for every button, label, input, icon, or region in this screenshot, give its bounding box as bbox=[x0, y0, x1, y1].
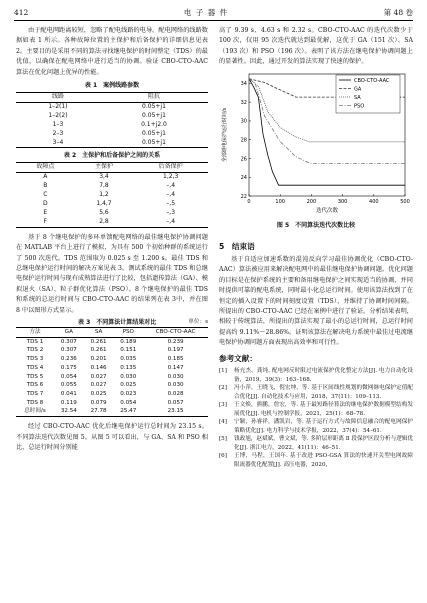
table3-header: CBO-CTO-AAC bbox=[155, 329, 196, 336]
table2-header: 主保护 bbox=[94, 163, 113, 171]
table-cell: 1,2,3 bbox=[163, 173, 179, 181]
table-cell: 0.079 bbox=[90, 399, 107, 406]
table3-header: GA bbox=[64, 329, 73, 336]
table3-header: PSO bbox=[122, 329, 134, 336]
table-cell: 1–2(1) bbox=[48, 102, 68, 110]
table-cell: –,5 bbox=[166, 200, 176, 208]
table3-unit: 单位：s bbox=[188, 319, 208, 326]
table-row bbox=[16, 121, 208, 130]
y-axis-label: 全部继电保护运行时间/s bbox=[222, 107, 228, 162]
left-column bbox=[16, 26, 208, 453]
table-cell: 0.028 bbox=[167, 390, 184, 397]
table-row bbox=[16, 355, 208, 364]
table-cell: 0.030 bbox=[167, 373, 184, 380]
table1 bbox=[16, 92, 208, 148]
table3-header: 方法 bbox=[29, 329, 41, 336]
table-cell: C bbox=[43, 191, 48, 199]
table-cell: TDS 3 bbox=[26, 356, 44, 363]
table-row bbox=[16, 102, 208, 111]
y-tick-label: 30 bbox=[240, 118, 247, 125]
section5-title: 5 结束语 bbox=[219, 241, 255, 251]
table-cell: 0.041 bbox=[60, 390, 77, 397]
section5-paragraph: 基于自适应加速系数的混沌反向学习最佳协调优化（CBO-CTO-AAC）算法被应用来解决配电网中的最佳继电保护协调问题。优化问题的目标是在保护系统的主要和备用继电保护之间实现适当的协调，并同时提供可靠的配电系统，同时最小化总运行时间。使用该算法找到了在恒定的插入设置下的时间刻度设置（TDS），并维持了协调时间间隔。所提出的 CBO-CTO-AAC 已经在案例中进行了验证。分析结果表明，相较于传统算法，所提出的算法实现了最小的总运行时间，总运行时间提高约 9.11%～28.86%。证明该算法在解决电力系统中最佳过电流继电保护协调问题方面表现出高效率和可行性。 bbox=[219, 256, 413, 347]
table-row bbox=[16, 381, 208, 390]
reference-number: [3] bbox=[219, 402, 227, 409]
volume-label: 第 48 卷 bbox=[383, 7, 413, 17]
references-title: 参考文献： bbox=[219, 353, 257, 363]
table-cell: 0.175 bbox=[60, 364, 77, 371]
iteration-chart bbox=[219, 68, 413, 218]
table-cell: 0.035 bbox=[120, 356, 137, 363]
table-cell: 0.119 bbox=[60, 399, 77, 406]
table-row bbox=[16, 209, 208, 218]
reference-text: 宁颖，孙睿祥，潘凯岩，等. 基于运行方式与故障信息融合的配电网保护策略优化[J]. 电力科学与技术学报，2022，37(4)：54–61. bbox=[234, 419, 413, 434]
table-cell: 1–3 bbox=[52, 120, 64, 128]
table-cell: E bbox=[43, 209, 48, 216]
table2-header: 故障点 bbox=[36, 163, 55, 171]
table-cell: 0.05+j1 bbox=[142, 138, 166, 146]
table-cell: 0.201 bbox=[90, 356, 107, 363]
table-row bbox=[16, 390, 208, 399]
table-cell: F bbox=[43, 217, 48, 225]
legend-label: PSO bbox=[354, 102, 365, 109]
table-cell: 0.05+j1 bbox=[142, 111, 166, 119]
table-cell: 0.025 bbox=[90, 390, 107, 397]
table-cell: 0.239 bbox=[167, 338, 184, 345]
table-cell: 1–2(2) bbox=[48, 111, 68, 119]
table-row bbox=[16, 373, 208, 382]
table-cell: 3,4 bbox=[99, 173, 109, 181]
table-cell: 0.307 bbox=[60, 347, 77, 354]
table-cell: 1,4,7 bbox=[96, 200, 112, 208]
table-row bbox=[16, 182, 208, 191]
table-cell: D bbox=[43, 200, 48, 208]
reference-number: [1] bbox=[219, 368, 227, 375]
table-row bbox=[16, 399, 208, 408]
page-number: 412 bbox=[14, 7, 29, 17]
table-cell: 0.236 bbox=[60, 356, 77, 363]
y-tick-label: 22 bbox=[240, 193, 247, 200]
legend-label: SA bbox=[354, 94, 361, 101]
figure5-caption: 图 5 不同算法迭代次数比较 bbox=[276, 221, 356, 229]
y-tick-label: 24 bbox=[240, 174, 247, 181]
journal-name: 电 子 器 件 bbox=[183, 7, 229, 17]
table-cell: 0.05+j1 bbox=[142, 129, 166, 137]
table-cell: 0.135 bbox=[120, 364, 137, 371]
y-tick-label: 32 bbox=[240, 99, 247, 106]
table-row bbox=[16, 130, 208, 139]
table-row bbox=[16, 364, 208, 373]
legend-label: GA bbox=[354, 85, 362, 92]
reference-text: 王博，马程，王国年. 基于改进 PSO-GSA 算法的快速开关型电网故障限流器优化配置[J]. 高压电器，2020， bbox=[234, 453, 413, 468]
x-tick-label: 200 bbox=[306, 198, 317, 205]
table-cell: 0.151 bbox=[120, 347, 137, 354]
y-tick-label: 34 bbox=[240, 80, 247, 87]
table-cell: 总时间/s bbox=[24, 408, 46, 415]
x-tick-label: 100 bbox=[275, 198, 285, 205]
table-row bbox=[16, 200, 208, 209]
table-cell: –,3 bbox=[166, 209, 176, 216]
table-cell: –,4 bbox=[166, 182, 176, 190]
table1-header: 线路 bbox=[51, 93, 64, 101]
table-cell: 0.197 bbox=[167, 347, 184, 354]
table-cell: 0.055 bbox=[60, 382, 77, 389]
table-cell: TDS 5 bbox=[26, 373, 44, 380]
table-row bbox=[16, 218, 208, 227]
table-cell: 5,6 bbox=[99, 209, 109, 216]
table-cell: 2,8 bbox=[99, 217, 109, 225]
table1-caption: 表 1 案例线路参数 bbox=[84, 82, 140, 90]
table-cell: 0.057 bbox=[167, 399, 184, 406]
x-tick-label: 400 bbox=[369, 198, 379, 205]
table-cell: 23.15 bbox=[167, 408, 184, 415]
table2-header: 后备保护 bbox=[158, 163, 183, 171]
reference-text: 冯小萍，王晓飞，倪宏坤，等. 基于区间线性规划的微网继电保护定值配合优化[J]. 自动化技术与应用，2018，37(11)：109–113. bbox=[234, 385, 413, 400]
table-cell: –,4 bbox=[166, 217, 176, 225]
reference-text: 钱政旭，赵斌斌，曹文斌，等. 多阶层形距离 Ⅱ 段保护区段分析与逻辑优化[J]. 浙江电力，2022，41(11)：46–51. bbox=[234, 436, 413, 451]
x-tick-label: 500 bbox=[400, 198, 410, 205]
y-tick-label: 26 bbox=[240, 155, 247, 162]
table-cell: 0.054 bbox=[60, 373, 77, 380]
table-cell: 0.023 bbox=[120, 390, 137, 397]
table-row bbox=[16, 191, 208, 200]
page-header bbox=[14, 6, 413, 18]
table-cell: –,4 bbox=[166, 191, 176, 199]
table-cell: 0.027 bbox=[90, 373, 107, 380]
table3-caption: 表 3 不同算法计算结果对比 bbox=[78, 319, 157, 327]
table-row bbox=[16, 112, 208, 121]
table3-header: SA bbox=[94, 329, 103, 336]
reference-number: [2] bbox=[219, 385, 227, 392]
reference-item bbox=[219, 418, 413, 435]
table2-caption: 表 2 主保护和后备保护之间的关系 bbox=[63, 152, 161, 160]
table-cell: 3–4 bbox=[52, 138, 64, 146]
table-cell: 0.030 bbox=[167, 382, 184, 389]
reference-text: 杨充杰，龚纯. 配电网反时限过电流保护优化整定方法[J]. 电力自动化设备，2019，39(3)：163–168. bbox=[234, 368, 413, 383]
table-cell: 0.261 bbox=[90, 347, 107, 354]
table-cell: B bbox=[43, 182, 48, 190]
figure5 bbox=[219, 68, 413, 236]
table-cell: 0.189 bbox=[120, 338, 137, 345]
reference-item bbox=[219, 452, 413, 469]
table-cell: A bbox=[43, 173, 48, 181]
left-paragraph-3: 经过 CBO-CTO-AAC 优化后继电保护运行总时间为 23.15 s。不同算法迭代次数见图 5，从图 5 可以看出，与 GA、SA 和 PSO 相比，总运行时间分别能 bbox=[16, 423, 208, 451]
table-cell: 0.025 bbox=[120, 382, 137, 389]
table-cell: 27.78 bbox=[90, 408, 107, 415]
table-cell: 0.054 bbox=[120, 399, 137, 406]
table-cell: TDS 8 bbox=[26, 399, 44, 406]
reference-item bbox=[219, 367, 413, 384]
table-cell: 32.54 bbox=[60, 408, 77, 415]
x-tick-label: 300 bbox=[337, 198, 348, 205]
table-cell: 25.47 bbox=[120, 408, 137, 415]
table1-body bbox=[16, 102, 208, 148]
table-cell: 0.030 bbox=[120, 373, 137, 380]
table-cell: 0.1+j2.0 bbox=[141, 120, 167, 128]
y-tick-label: 28 bbox=[240, 137, 247, 144]
table-cell: 0.146 bbox=[90, 364, 107, 371]
legend-label: CBO-CTO-AAC bbox=[354, 77, 390, 84]
table-cell: 0.147 bbox=[167, 364, 184, 371]
table-cell: 0.027 bbox=[90, 382, 107, 389]
reference-number: [4] bbox=[219, 419, 227, 426]
table-cell: TDS 6 bbox=[26, 382, 44, 389]
table-cell: 0.185 bbox=[167, 356, 184, 363]
left-paragraph-1: 由于配电网距离较短，忽略了配电线路的电导。配电网络的线路数据如表 1 所示。各种故障位置的主保护和后备保护的详细信息见表 2。主要目的是采用不同的算法寻找继电保护的时间整定（TDS）的最优值，以确保在配电网络中进行适当的协调。验证 CBO-CTO-AAC 算法在优化问题上优异的性能。 bbox=[16, 27, 208, 76]
reference-item bbox=[219, 435, 413, 452]
table2 bbox=[16, 162, 208, 227]
table-cell: 7,8 bbox=[99, 182, 109, 190]
table1-header: 阻抗 bbox=[147, 93, 160, 101]
table-cell: TDS 2 bbox=[26, 347, 44, 354]
x-tick-label: 0 bbox=[247, 198, 251, 205]
table3-body bbox=[16, 337, 208, 416]
table-row bbox=[16, 337, 208, 346]
table-row bbox=[16, 173, 208, 182]
header-rule bbox=[14, 20, 413, 21]
right-column bbox=[219, 26, 413, 469]
table-cell: TDS 4 bbox=[26, 364, 44, 371]
table-cell: 0.307 bbox=[60, 338, 77, 345]
reference-item bbox=[219, 401, 413, 418]
table-cell: 0.261 bbox=[90, 338, 107, 345]
right-paragraph-1: 高了 9.39 s、4.63 s 和 2.32 s。CBO-CTO-AAC 的迭代次数少于 100 次，仅用 95 次迭代就达到最优解，这优于 GA（151 次）、SA（193 次）和 PSO（196 次）。表明了该方法在继电保护协调问题上的显著性。因此，通过开发的算法实现了快速的保护。 bbox=[219, 27, 413, 66]
table-cell: TDS 7 bbox=[26, 390, 44, 397]
table-cell: 2–3 bbox=[52, 129, 64, 137]
reference-number: [6] bbox=[219, 453, 227, 460]
table2-body bbox=[16, 173, 208, 227]
reference-number: [5] bbox=[219, 436, 227, 443]
table-cell: 0.05+j1 bbox=[142, 102, 166, 110]
table-row bbox=[16, 139, 208, 148]
table3 bbox=[16, 327, 208, 417]
reference-text: 王文焕，熊鹏，詹宏，等. 基于最短路径算法的继电保护数据模型结构发展优化[J]. 电机与控制学报，2021，25(1)：68–78. bbox=[234, 402, 413, 417]
table-cell: 1,2 bbox=[99, 191, 109, 199]
reference-item bbox=[219, 384, 413, 401]
table-row bbox=[16, 407, 208, 416]
table-cell: TDS 1 bbox=[26, 338, 44, 345]
left-paragraph-2: 基于 8 个继电保护的多环单馈配电网络的最佳继电保护协调问题在 MATLAB 平台上进行了模拟，为具有 500 个初始种群的系统运行了 500 次迭代。TDS 范围取为 0.025 s 至 1.200 s。最佳 TDS 和总继电保护运行时间的解决方案见表 3。测试系统的最佳 TDS 和总继电保护运行时间与现有成熟算法进行了比较，包括遗传算法（GA）、模拟退火（SA）、粒子群优化算法（PSO）。8 个继电保护的最佳 TDS 和系统的总运行时间与 CBO-CTO-AAC 的结果列在表 3中，并在图 8 中以图形方式显示。 bbox=[16, 233, 208, 314]
reference-list bbox=[219, 367, 413, 469]
table-row bbox=[16, 346, 208, 355]
x-axis-label: 迭代次数 bbox=[315, 207, 339, 214]
